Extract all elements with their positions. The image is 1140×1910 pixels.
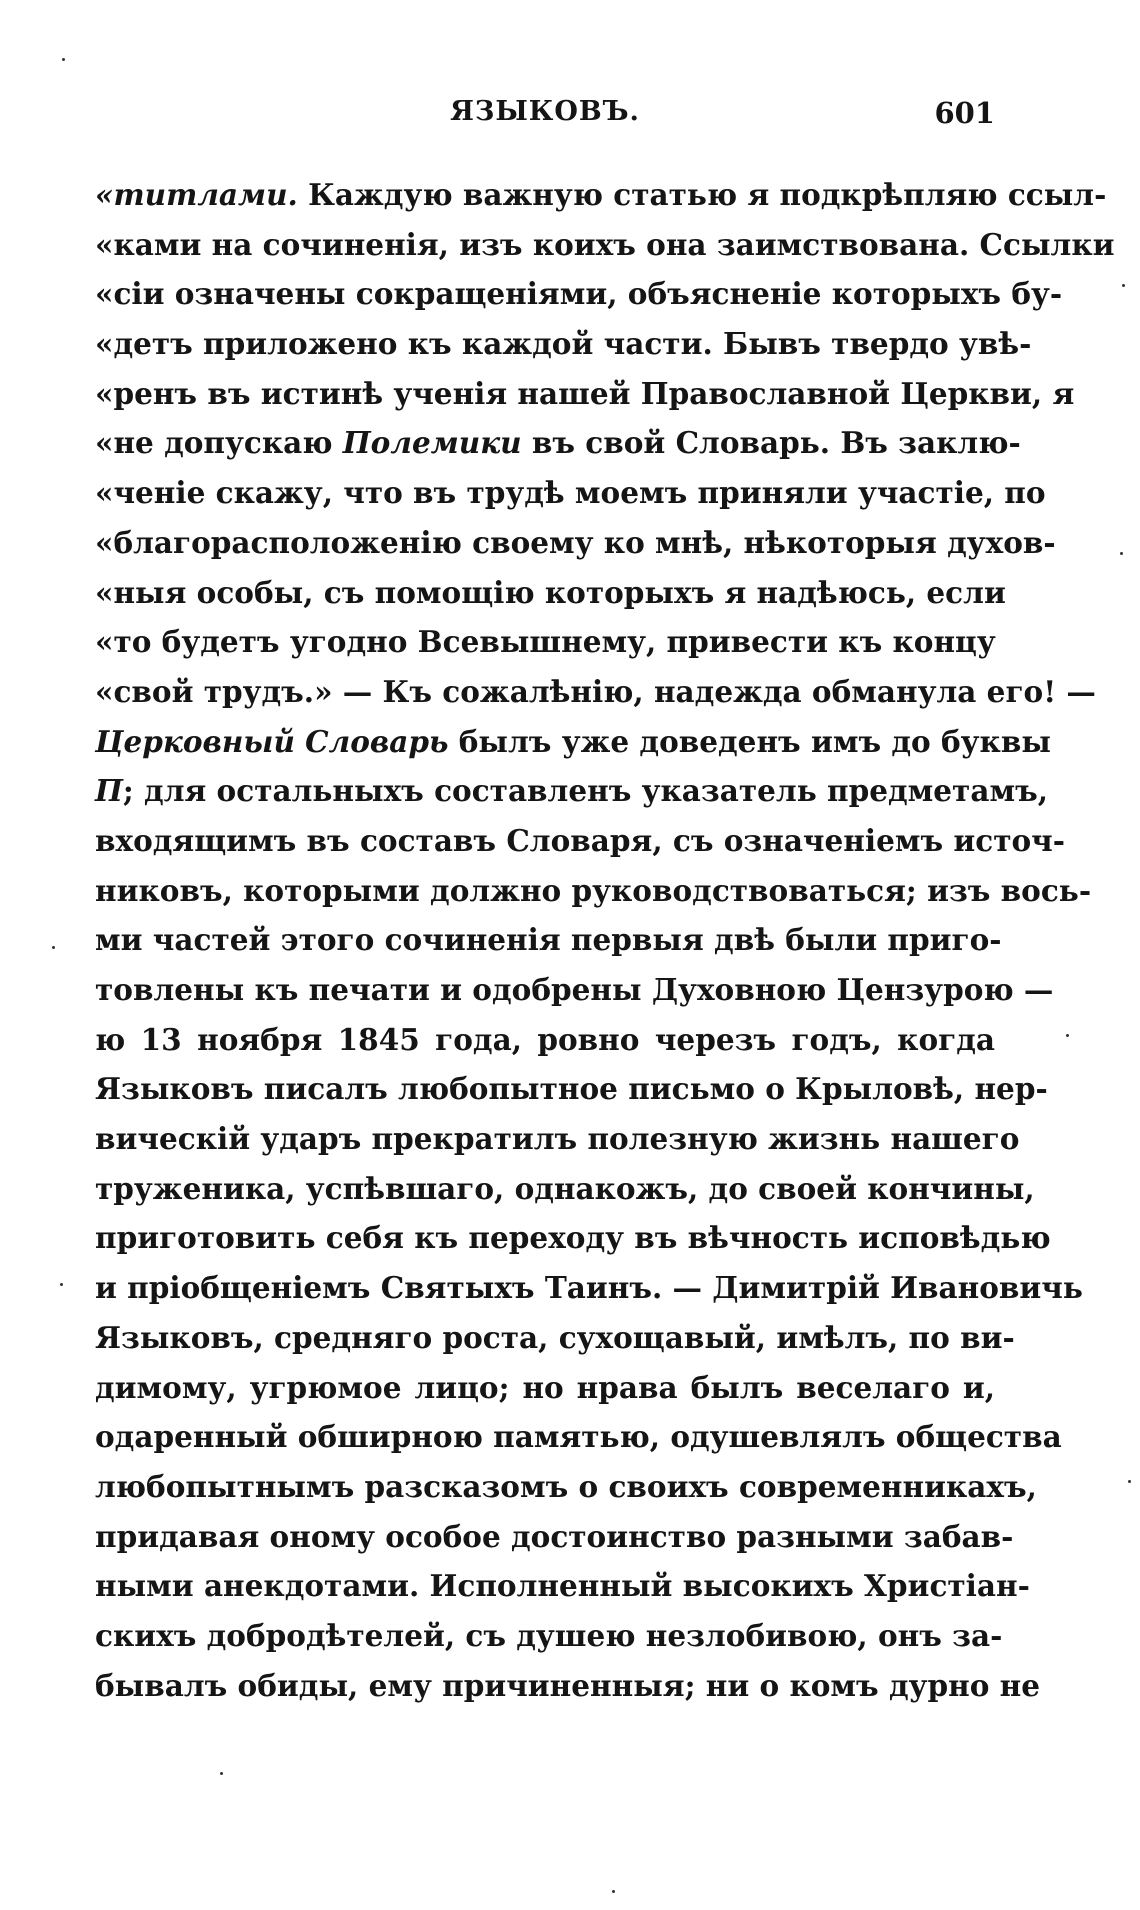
text-segment: ; для остальныхъ составленъ указатель предметамъ, xyxy=(122,773,1048,809)
text-segment: Языковъ писалъ любопытное письмо о Крыловѣ, нер- xyxy=(95,1071,1048,1107)
text-segment: «сіи означены сокращеніями, объясненіе которыхъ бу- xyxy=(95,276,1063,312)
text-line xyxy=(95,220,1115,270)
text-segment: ными анекдотами. Исполненный высокихъ Христіан- xyxy=(95,1568,1030,1604)
text-segment: «то будетъ угодно Всевышнему, привести къ концу xyxy=(95,624,996,660)
text-line xyxy=(95,915,1002,965)
text-segment: былъ уже доведенъ имъ до буквы xyxy=(448,723,1051,759)
text-line xyxy=(95,319,1032,369)
scan-speck xyxy=(60,1283,63,1286)
text-line xyxy=(95,1363,995,1413)
text-line xyxy=(95,1015,995,1065)
text-segment: придавая оному особое достоинство разными забав- xyxy=(95,1518,1014,1554)
text-segment: «детъ приложено къ каждой части. Бывъ твердо увѣ- xyxy=(95,326,1032,362)
text-line xyxy=(95,1114,1020,1164)
running-head xyxy=(95,96,995,136)
text-segment: никовъ, которыми должно руководствоваться; изъ вось- xyxy=(95,872,1092,908)
text-segment: скихъ добродѣтелей, съ душею незлобивою, онъ за- xyxy=(95,1617,1003,1653)
text-segment: Каждую важную статью я подкрѣпляю ссыл- xyxy=(297,177,1107,212)
text-segment: «ренъ въ истинѣ ученія нашей Православной Церкви, я xyxy=(95,375,1075,411)
scan-speck xyxy=(220,1772,223,1775)
text-line xyxy=(95,1313,1015,1363)
text-segment: димому, угрюмое лицо; но нрава былъ веселаго и, xyxy=(95,1369,995,1405)
italic-text: П xyxy=(95,773,123,809)
text-line xyxy=(95,568,1006,618)
text-segment: ю 13 ноября 1845 года, ровно черезъ годъ, когда xyxy=(95,1021,995,1057)
text-line xyxy=(95,965,1054,1015)
text-line xyxy=(95,418,1021,468)
text-segment: одаренный обширною памятью, одушевлялъ общества xyxy=(95,1419,1062,1455)
text-line xyxy=(95,1412,1062,1462)
italic-text: Полемики xyxy=(342,425,522,461)
scan-speck xyxy=(1122,284,1125,287)
text-segment: товлены къ печати и одобрены Духовною Цензурою — xyxy=(95,972,1054,1007)
text-segment: «ченіе скажу, что въ трудѣ моемъ приняли участіе, по xyxy=(95,475,1046,511)
text-segment: ми частей этого сочиненія первыя двѣ были приго- xyxy=(95,922,1002,958)
text-segment: приготовить себя къ переходу въ вѣчность исповѣдью xyxy=(95,1220,1051,1256)
text-line xyxy=(95,1512,1014,1562)
text-segment: «ныя особы, съ помощію которыхъ я надѣюсь, если xyxy=(95,574,1006,610)
scan-speck xyxy=(52,946,55,949)
text-segment: «благорасположенію своему ко мнѣ, нѣкоторыя духов- xyxy=(95,524,1056,560)
scan-speck xyxy=(1066,1034,1069,1037)
text-segment: Языковъ, средняго роста, сухощавый, имѣлъ, по ви- xyxy=(95,1319,1015,1355)
text-line xyxy=(95,866,1092,916)
text-line xyxy=(95,518,1056,568)
text-line xyxy=(95,269,1063,319)
text-line xyxy=(95,1561,1030,1611)
text-segment: и пріобщеніемъ Святыхъ Таинъ. — Димитрій Ивановичь xyxy=(95,1270,1083,1306)
text-segment: въ свой Словарь. Въ заклю- xyxy=(521,425,1021,461)
italic-text: Церковный Словарь xyxy=(95,723,449,759)
text-line xyxy=(95,1263,1083,1313)
text-line xyxy=(95,617,995,667)
text-line xyxy=(95,667,1096,717)
page-number: 601 xyxy=(934,96,995,130)
text-segment: любопытнымъ разсказомъ о своихъ современникахъ, xyxy=(95,1468,1037,1504)
italic-text: «титлами. xyxy=(95,177,298,212)
running-title: ЯЗЫКОВЪ. xyxy=(450,96,640,127)
text-segment: «ками на сочиненія, изъ коихъ она заимствована. Ссылки xyxy=(95,226,1115,262)
text-line xyxy=(95,369,1075,419)
body-text xyxy=(95,170,1115,1710)
text-line xyxy=(95,1462,1037,1512)
scan-speck xyxy=(62,58,65,61)
text-segment: бывалъ обиды, ему причиненныя; ни о комъ дурно не xyxy=(95,1667,1041,1703)
text-line xyxy=(95,170,1107,220)
scan-speck xyxy=(1128,1480,1131,1483)
text-line xyxy=(95,1213,1051,1263)
text-line xyxy=(95,1661,1041,1711)
text-line xyxy=(95,766,1048,816)
scan-speck xyxy=(1120,552,1123,555)
text-segment: «свой трудъ.» — Къ сожалѣнію, надежда обманула его! — xyxy=(95,673,1096,709)
text-line xyxy=(95,717,1051,767)
text-segment: входящимъ въ составъ Словаря, съ означеніемъ источ- xyxy=(95,822,1066,858)
text-segment: труженика, успѣвшаго, однакожъ, до своей кончины, xyxy=(95,1170,1035,1206)
text-segment: «не допускаю xyxy=(95,425,343,461)
text-line xyxy=(95,816,1066,866)
text-line xyxy=(95,468,1046,518)
text-line xyxy=(95,1611,1003,1661)
text-line xyxy=(95,1064,1048,1114)
scan-speck xyxy=(612,1890,615,1893)
text-line xyxy=(95,1164,1035,1214)
text-segment: вическій ударъ прекратилъ полезную жизнь нашего xyxy=(95,1121,1020,1157)
